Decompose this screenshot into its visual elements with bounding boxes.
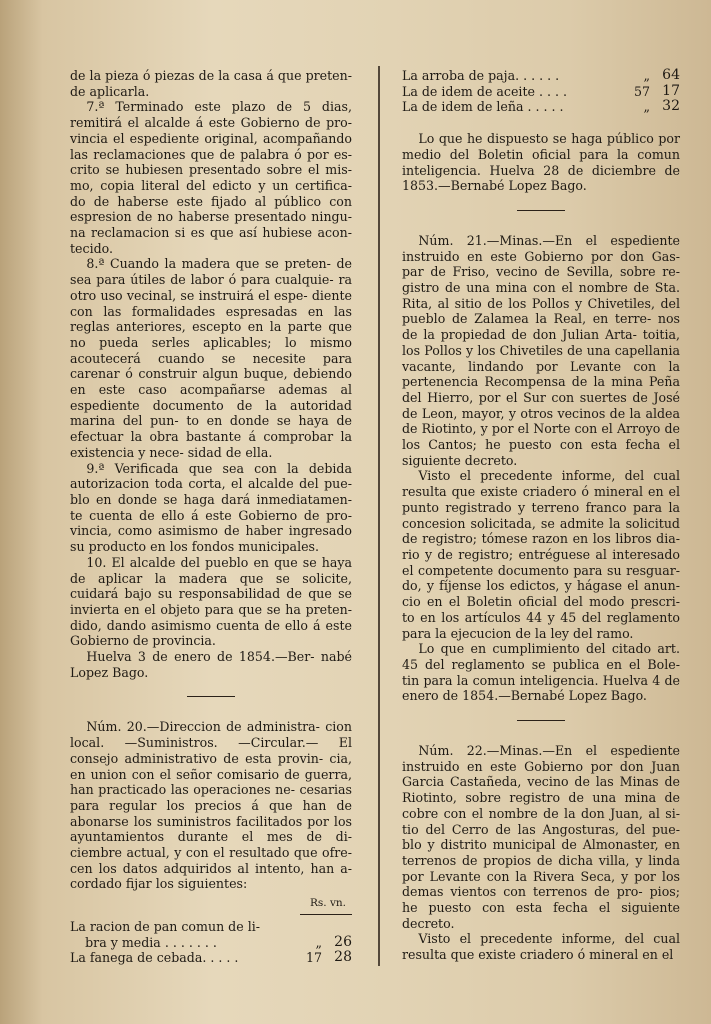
circular-num-20: Núm. 20.—Direccion de administra- cion local. —Suministros. —Circular.— El consejo administrativo de esta provin- cia, en union con el señor comisario de guerra, han practicado las operaciones ne- cesarias para regular los precios á que han de abonarse los suministros facilitados por los ayuntamientos durante el mes de di- ciembre actual, y con el resultado que ofre- cen los datos adquiridos al intento, han a- cordado fijar los siguientes: [70, 719, 352, 892]
paragraph-continuation: de la pieza ó piezas de la casa á que preten- de aplicarla. [70, 68, 352, 99]
decree-text-22: Visto el precedente informe, del cual resulta que existe criadero ó mineral en el [402, 931, 680, 963]
price-label: La arroba de paja. . . . . . [402, 68, 560, 83]
table-row [402, 68, 680, 84]
column-divider [378, 66, 380, 966]
rule-10: 10. El alcalde del pueblo en que se haya de aplicar la madera que se solicite, cuidará bajo su responsabilidad de que se invierta en el objeto para que se ha preten- dido, dando asimismo cuenta de ello á este Gobierno de provincia. [70, 554, 352, 649]
price-label: La fanega de cebada. . . . . [70, 950, 239, 966]
price-value-2: 26 [334, 933, 352, 950]
rule-8: 8.ª Cuando la madera que se preten- de sea para útiles de labor ó para cualquie- ra otro uso vecinal, se instruirá el espe- diente con las formalidades espresadas en las reglas anteriores, escepto en la parte que no pueda serles aplicables; lo mismo acoutecerá cuando se necesite para carenar ó construir algun buque, debiendo en este caso acompañarse ademas al espediente documento de la autoridad marina del pun- to en donde se haya de efectuar la obra bastante á comprobar la existencia y nece- sidad de ella. [70, 256, 352, 460]
price-value-2: 64 [662, 67, 680, 83]
signature-1: Huelva 3 de enero de 1854.—Ber- nabé Lopez Bago. [70, 649, 352, 680]
price-label: La de idem de aceite . . . . [402, 83, 567, 99]
price-value-1: „ [643, 99, 650, 115]
price-value-1: 57 [633, 83, 650, 99]
mining-num-22: Núm. 22.—Minas.—En el espediente instruido en este Gobierno por don Juan Garcia Castañeda, vecino de las Minas de Riotinto, sobre registro de una mina de cobre con el nombre de la don Juan, al si- tio del Cerro de las Angosturas, del pue- blo y distrito municipal de Almonaster, en terrenos de propios de dicha villa, y linda por Levante con la Rivera Seca, y por los demas vientos con terrenos de pro- pios; he puesto con esta fecha el siguiente decreto. [402, 743, 680, 931]
price-value-2: 32 [662, 98, 680, 115]
section-separator [187, 696, 235, 697]
price-value-1 [292, 919, 322, 935]
price-value-2 [322, 919, 352, 935]
section-separator [517, 720, 565, 721]
price-value-2: 28 [334, 949, 352, 966]
price-label: La de idem de leña . . . . . [402, 99, 564, 115]
publication-note-21: Lo que en cumplimiento del citado art. 45 del reglamento se publica en el Bole- tin para la comun inteligencia. Huelva 4 de enero de 1854.—Bernabé Lopez Bago. [402, 641, 680, 704]
table-row [70, 919, 352, 935]
price-value-2: 17 [662, 82, 680, 99]
table-row [70, 950, 352, 966]
rule-7: 7.ª Terminado este plazo de 5 dias, remitirá el alcalde á este Gobierno de pro- vincia el espediente original, acompañando las reclamaciones que de palabra ó por es- crito se hubiesen presentado sobre el mis- mo, copia literal del edicto y un certifica- do de haberse este fijado al público con espresion de no haberse presentado ningu- na reclamacion si es que así hubiese acon- tecido. [70, 99, 352, 256]
price-table-right [402, 68, 680, 115]
table-row [402, 84, 680, 100]
price-label: La racion de pan comun de li- [70, 918, 261, 934]
section-separator [517, 210, 565, 211]
price-value-1: „ [643, 68, 650, 83]
currency-heading: Rs. vn. [309, 897, 346, 910]
decree-text-21: Visto el precedente informe, del cual resulta que existe criadero ó mineral en el punto registrado y terreno franco para la concesion solicitada, se admite la solicitud de registro; tómese razon en los libros dia- rio y de registro; entréguese al interesado el competente documento para su resguar- do, y fíjense los edictos, y hágase el anun- cio en el Boletin oficial del modo prescri- to en los artículos 44 y 45 del reglamento para la ejecucion de la ley del ramo. [402, 468, 680, 641]
price-value-1: „ [315, 934, 322, 950]
price-value-1: 17 [305, 950, 322, 966]
left-column [70, 68, 352, 966]
right-column [402, 68, 680, 963]
table-row [402, 99, 680, 115]
table-row [70, 935, 352, 951]
mining-num-21: Núm. 21.—Minas.—En el espediente instruido en este Gobierno por don Gas- par de Friso, vecino de Sevilla, sobre re- gistro de una mina con el nombre de Sta. Rita, al sitio de los Pollos y Chivetiles, del pueblo de Zalamea la Real, en terre- nos de la propiedad de don Julian Arta- toitia, los Pollos y los Chivetiles de una capellania vacante, lindando por Levante con la pertenencia Recompensa de la mina Peña del Hierro, por el Sur con suertes de José de Leon, mayor, y otros vecinos de la aldea de Riotinto, y por el Norte con el Arroyo de los Cantos; he puesto con esta fecha el siguiente decreto. [402, 232, 680, 468]
rule-9: 9.ª Verificada que sea con la debida autorizacion toda corta, el alcalde del pue- blo en donde se haga dará inmediatamen- te cuenta de ello á este Gobierno de pro- vincia, como asimismo de haber ingresado su producto en los fondos municipales. [70, 460, 352, 555]
price-label: bra y media . . . . . . . [85, 934, 217, 950]
signature-2: Lo que he dispuesto se haga público por medio del Boletin oficial para la comun inteligencia. Huelva 28 de diciembre de 1853.—Bernabé Lopez Bago. [402, 131, 680, 194]
price-table-left [70, 919, 352, 966]
currency-rule [300, 914, 352, 915]
